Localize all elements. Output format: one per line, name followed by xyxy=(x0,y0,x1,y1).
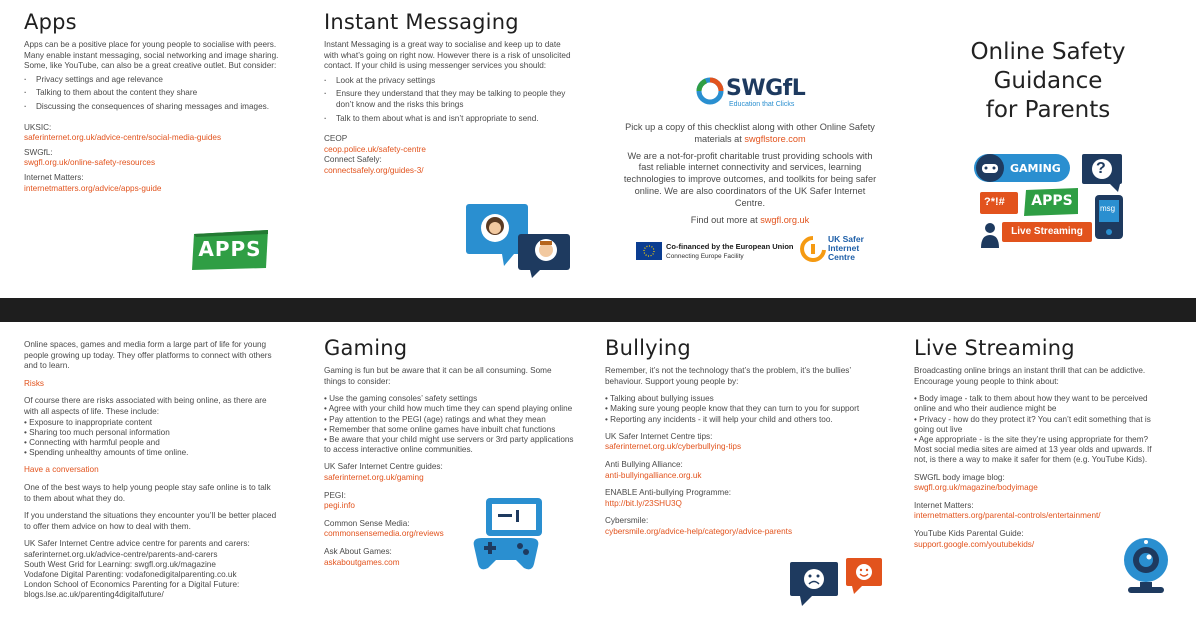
apps-panel xyxy=(24,10,284,194)
live-link-internet-matters[interactable]: internetmatters.org/parental-controls/entertainment/ xyxy=(914,511,1101,521)
swgfl-site-link[interactable]: swgfl.org.uk xyxy=(760,214,810,225)
im-intro: Instant Messaging is a great way to socialise and keep up to date with what’s going on right now. However there is a risk of unsolicited contact. If your child is using messenger services you should: xyxy=(324,40,571,71)
list-item: • Connecting with harmful people and xyxy=(24,437,160,447)
uksic-logo xyxy=(800,234,870,266)
list-item: • Remember that some online games have inbuilt chat functions xyxy=(324,424,556,434)
cover-panel xyxy=(940,38,1156,125)
live-streaming-title: Live Streaming xyxy=(914,336,1075,360)
phone-msg-icon xyxy=(1094,194,1124,240)
symbols-bubble-icon xyxy=(980,192,1018,216)
cover-title-line-3: for Parents xyxy=(985,97,1111,123)
list-item: saferinternet.org.uk/advice-centre/parents-and-carers xyxy=(24,549,218,559)
swgfl-para-1-text: Pick up a copy of this checklist along with other Online Safety materials at xyxy=(625,122,875,144)
list-item: · Privacy settings and age relevance xyxy=(24,75,284,86)
gaming-link-ask-about-games[interactable]: askaboutgames.com xyxy=(324,557,400,567)
apps-intro-1: Apps can be a positive place for young people to socialise with peers. Many enable instant messaging, social networking and image sharing. xyxy=(24,40,279,60)
im-bullets xyxy=(324,76,574,124)
page-divider xyxy=(0,298,1196,322)
bullying-link-aba[interactable]: anti-bullyingalliance.org.uk xyxy=(605,470,702,480)
list-item: UK Safer Internet Centre advice centre for parents and carers: xyxy=(24,539,250,549)
bullying-title: Bullying xyxy=(605,336,691,360)
list-item: • Body image - talk to them about how they want to be perceived online and who their audience might be xyxy=(914,394,1148,414)
uksic-logo-icon xyxy=(800,236,826,264)
apps-intro-2: Some, like YouTube, can also be a great creative outlet. But consider: xyxy=(24,61,277,71)
intro-resources xyxy=(24,539,278,600)
apps-link-label-uksic: UKSIC: xyxy=(24,122,52,132)
im-links xyxy=(324,134,574,176)
cover-illustration xyxy=(972,150,1128,250)
list-item: • Agree with your child how much time they can spend playing online xyxy=(324,404,573,414)
im-title: Instant Messaging xyxy=(324,10,519,34)
list-item: • Talking about bullying issues xyxy=(605,394,714,404)
swgfl-panel xyxy=(622,74,878,229)
bullying-link-label-cybersmile: Cybersmile: xyxy=(605,516,649,526)
cover-title-line-1: Online Safety xyxy=(970,39,1126,65)
bullying-link-cybersmile[interactable]: cybersmile.org/advice-help/category/advice-parents xyxy=(605,526,793,536)
chat-bubbles-icon xyxy=(462,200,574,280)
live-link-label-youtube-kids: YouTube Kids Parental Guide: xyxy=(914,528,1024,538)
gaming-link-label-pegi: PEGI: xyxy=(324,490,346,500)
swgfl-para-3-text: Find out more at xyxy=(690,214,761,225)
list-item: • Use the gaming consoles’ safety settings xyxy=(324,394,478,404)
live-link-label-internet-matters: Internet Matters: xyxy=(914,500,974,510)
risks-heading: Risks xyxy=(24,378,45,388)
gaming-link-pegi[interactable]: pegi.info xyxy=(324,501,355,511)
bullying-links xyxy=(605,432,867,538)
gaming-link-label-common-sense: Common Sense Media: xyxy=(324,518,410,528)
uksic-line-3: Centre xyxy=(828,252,855,262)
swgfl-para-2: We are a not-for-profit charitable trust providing schools with fast reliable internet connectivity and services, learning technologies to improve outcomes, and toolkits for being safer online. We are also coordinators of the UK Safer Internet Centre. xyxy=(623,150,877,208)
bullying-panel xyxy=(605,336,867,538)
risks-para: Of course there are risks associated with being online, as there are with all aspects of life. These include: xyxy=(24,396,267,416)
bullying-list xyxy=(605,394,867,425)
conversation-para-2: If you understand the situations they encounter you’ll be better placed to offer them advice on how to deal with them. xyxy=(24,511,277,531)
list-item: South West Grid for Learning: swgfl.org.uk/magazine xyxy=(24,559,216,569)
eu-line-1: Co-financed by the European Union xyxy=(666,242,794,251)
intro-para-1: Online spaces, games and media form a large part of life for young people growing up today. They offer platforms to connect with others and to learn. xyxy=(24,340,272,371)
bullying-link-label-uksic: UK Safer Internet Centre tips: xyxy=(605,431,713,441)
list-item: Vodafone Digital Parenting: vodafonedigitalparenting.co.uk xyxy=(24,569,237,579)
apps-bubble-icon xyxy=(1024,188,1080,216)
intro-panel xyxy=(24,340,278,601)
gaming-link-common-sense[interactable]: commonsensemedia.org/reviews xyxy=(324,529,444,539)
swgfl-text xyxy=(622,122,878,226)
gaming-link-label-uksic: UK Safer Internet Centre guides: xyxy=(324,462,443,472)
list-item: • Pay attention to the PEGI (age) ratings and what they mean xyxy=(324,414,546,424)
person-icon xyxy=(980,222,1000,248)
im-link-label-connect-safely: Connect Safely: xyxy=(324,155,382,165)
conversation-heading: Have a conversation xyxy=(24,465,99,475)
cover-title-line-2: Guidance xyxy=(993,68,1103,94)
swgfl-logo xyxy=(696,74,878,112)
eu-line-2: Connecting Europe Facility xyxy=(666,253,744,260)
list-item: • Making sure young people know that they can turn to you for support xyxy=(605,404,860,414)
im-link-ceop[interactable]: ceop.police.uk/safety-centre xyxy=(324,144,426,154)
apps-badge-label: APPS xyxy=(198,237,262,261)
gaming-link-label-ask-about-games: Ask About Games: xyxy=(324,546,392,556)
live-streaming-list xyxy=(914,394,1162,465)
apps-link-label-internet-matters: Internet Matters: xyxy=(24,172,84,182)
bullying-link-uksic[interactable]: saferinternet.org.uk/cyberbullying-tips xyxy=(605,442,742,452)
phone-msg-label: msg xyxy=(1100,204,1116,213)
apps-title: Apps xyxy=(24,10,77,34)
gaming-link-uksic[interactable]: saferinternet.org.uk/gaming xyxy=(324,473,424,482)
list-item: • Privacy - how do they protect it? You can’t edit something that is going out live xyxy=(914,414,1151,434)
question-bubble-label: ? xyxy=(1096,160,1106,177)
swgfl-tagline: Education that Clicks xyxy=(729,101,795,108)
list-item: blogs.lse.ac.uk/parenting4digitalfuture/ xyxy=(24,590,164,600)
apps-badge-icon xyxy=(190,228,270,272)
list-item: • Reporting any incidents - it will help your child and others too. xyxy=(605,414,833,424)
bullying-link-label-enable: ENABLE Anti-bullying Programme: xyxy=(605,488,732,498)
symbols-bubble-label: ?*!# xyxy=(984,196,1005,208)
apps-link-uksic[interactable]: saferinternet.org.uk/advice-centre/social-media-guides xyxy=(24,133,222,143)
live-streaming-panel xyxy=(914,336,1162,550)
uksic-line-2: Internet xyxy=(828,243,860,253)
list-item: · Talk to them about what is and isn’t appropriate to send. xyxy=(324,114,574,125)
risks-list xyxy=(24,418,278,459)
emoji-bubbles-icon xyxy=(790,558,886,610)
swgfl-logo-name: SWGfL xyxy=(726,76,806,101)
apps-link-swgfl[interactable]: swgfl.org.uk/online-safety-resources xyxy=(24,158,156,168)
list-item: · Look at the privacy settings xyxy=(324,76,574,87)
im-link-label-ceop: CEOP xyxy=(324,134,348,144)
im-link-connect-safely[interactable]: connectsafely.org/guides-3/ xyxy=(324,165,424,175)
list-item: · Talking to them about the content they share xyxy=(24,88,284,99)
conversation-para-1: One of the best ways to help young people stay safe online is to talk to them about what they do. xyxy=(24,482,271,503)
live-link-youtube-kids[interactable]: support.google.com/youtubekids/ xyxy=(914,539,1035,549)
instant-messaging-panel xyxy=(324,10,574,177)
game-controller-icon xyxy=(468,494,550,574)
live-link-swgfl[interactable]: swgfl.org.uk/magazine/bodyimage xyxy=(914,483,1038,493)
cover-title xyxy=(940,38,1156,125)
swgfl-para-1 xyxy=(622,122,878,146)
eu-cofinanced-logo xyxy=(636,240,796,264)
question-bubble-icon xyxy=(1080,152,1124,192)
gaming-intro: Gaming is fun but be aware that it can be all consuming. Some things to consider: xyxy=(324,366,552,386)
live-link-label-swgfl: SWGfL body image blog: xyxy=(914,472,1005,482)
apps-link-label-swgfl: SWGfL: xyxy=(24,147,53,157)
live-streaming-badge-label: Live Streaming xyxy=(1011,226,1083,237)
bullying-link-label-aba: Anti Bullying Alliance: xyxy=(605,459,683,469)
list-item: • Sharing too much personal information xyxy=(24,427,170,437)
swgfl-logo-icon xyxy=(696,77,724,105)
webcam-icon xyxy=(1120,536,1172,594)
uksic-line-1: UK Safer xyxy=(828,234,864,244)
list-item: · Discussing the consequences of sharing messages and images. xyxy=(24,102,284,113)
apps-intro xyxy=(24,40,284,72)
apps-bubble-label: APPS xyxy=(1031,193,1073,209)
swgfl-store-link[interactable]: swgflstore.com xyxy=(744,133,806,144)
eu-flag-icon xyxy=(636,242,662,260)
list-item: London School of Economics Parenting for a Digital Future: xyxy=(24,580,240,590)
list-item: • Exposure to inappropriate content xyxy=(24,417,153,427)
apps-links xyxy=(24,123,284,195)
apps-bullets xyxy=(24,75,284,113)
apps-link-internet-matters[interactable]: internetmatters.org/advice/apps-guide xyxy=(24,183,162,193)
bullying-intro: Remember, it’s not the technology that’s the problem, it’s the bullies’ behaviour. Support young people by: xyxy=(605,366,851,386)
live-streaming-intro: Broadcasting online brings an instant thrill that can be addictive. Encourage young people to think about: xyxy=(914,366,1146,386)
swgfl-para-3 xyxy=(622,215,878,227)
live-streaming-badge xyxy=(1002,222,1092,244)
list-item: · Ensure they understand that they may be talking to people they don’t know and the risks this brings xyxy=(324,89,574,110)
list-item: • Be aware that your child might use servers or 3rd party applications to access interactive online communities. xyxy=(324,435,574,455)
list-item: • Spending unhealthy amounts of time online. xyxy=(24,448,189,458)
list-item: • Age appropriate - is the site they’re using appropriate for them? Most social media sites are aimed at 13 year olds and upwards. If not, is there a way to make it safer for them (e.g. YouTube Kids). xyxy=(914,435,1152,465)
bullying-link-enable[interactable]: http://bit.ly/23SHU3Q xyxy=(605,498,682,508)
gaming-bubble-label: GAMING xyxy=(1010,162,1061,175)
gaming-list xyxy=(324,394,574,455)
gaming-bubble-icon xyxy=(974,152,1070,186)
gaming-title: Gaming xyxy=(324,336,408,360)
